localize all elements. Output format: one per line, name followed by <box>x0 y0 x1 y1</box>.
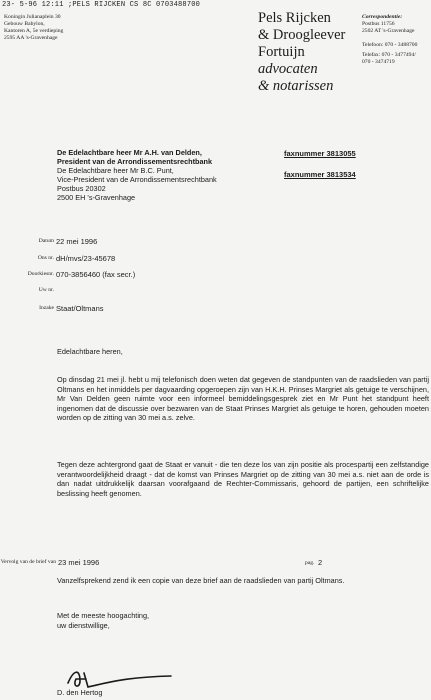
firm-name-line: Pels Rijcken <box>258 10 331 26</box>
closing-line: Met de meeste hoogachting, <box>57 611 150 620</box>
salutation: Edelachtbare heren, <box>57 347 123 356</box>
continuation-date: 23 mei 1996 <box>58 558 100 567</box>
firm-name-line: Fortuijn <box>258 44 305 60</box>
fax-line: Telefax: 070 - 3477494/ <box>362 52 416 58</box>
meta-label: Uw nr. <box>38 287 54 293</box>
recipient-fax-number: faxnummer 3813534 <box>284 170 356 179</box>
recipient-line: De Edelachtbare heer Mr B.C. Punt, <box>57 166 174 175</box>
page-label: pag. <box>305 560 315 566</box>
fax-transmission-header: 23- 5-96 12:11 ;PELS RIJCKEN CS 8C 0703488700 <box>2 1 201 9</box>
correspondence-line: Postbus 11756 <box>362 21 395 27</box>
address-line: Kantoren A, 5e verdieping <box>4 28 64 34</box>
correspondence-label: Correspondentie: <box>362 14 403 20</box>
body-paragraph: Tegen deze achtergrond gaat de Staat er vanuit - die ten deze los van zijn positie als procespartij een zelfstandige verantwoordelijkheid draagt - dat de komst van Prinses Margriet op de zitting van 30 mei a.s. niet aan de orde is dan nadat uitdrukkelijk daarsan voorafgaand de Rechter-Commissaris, gehoord de partijen, een schriftelijke beslissing heeft genomen. <box>57 460 429 498</box>
recipient-fax-number: faxnummer 3813055 <box>284 149 356 158</box>
continuation-label: Vervolg van de brief van <box>0 559 56 565</box>
page-number: 2 <box>318 558 323 567</box>
meta-label: Inzake <box>39 305 54 311</box>
recipient-line: 2500 EH 's-Gravenhage <box>57 193 136 202</box>
signatory-name: D. den Hertog <box>57 688 103 697</box>
correspondence-line: 2502 AT 's-Gravenhage <box>362 28 415 34</box>
recipient-line: President van de Arrondissementsrechtbank <box>57 157 213 166</box>
phone-line: Telefoon: 070 - 3488700 <box>362 42 418 48</box>
address-line: Gebouw Babylon, <box>4 21 45 27</box>
meta-reference: dH/mvs/23-45678 <box>56 254 116 263</box>
meta-label: Doorkiesnr. <box>27 271 54 277</box>
address-line: 2595 AA 's-Gravenhage <box>4 35 58 41</box>
fax-line: 070 - 3474719 <box>362 59 395 65</box>
closing-line: uw dienstwillige, <box>57 621 110 630</box>
firm-name-line: & Droogleever <box>258 27 346 43</box>
meta-subject: Staat/Oltmans <box>56 304 104 313</box>
recipient-line: Postbus 20302 <box>57 184 106 193</box>
meta-extension: 070-3856460 (fax secr.) <box>56 270 136 279</box>
recipient-line: Vice-President van de Arrondissementsrechtbank <box>57 175 217 184</box>
closing-paragraph: Vanzelfsprekend zend ik een copie van deze brief aan de raadslieden van partij Oltmans. <box>57 576 345 585</box>
firm-profession-line: advocaten <box>258 61 318 77</box>
recipient-line: De Edelachtbare heer Mr A.H. van Delden, <box>57 148 202 157</box>
body-paragraph: Op dinsdag 21 mei jl. hebt u mij telefonisch doen weten dat gegeven de standpunten van de raadslieden van partij Oltmans en het inmiddels per dagvaarding opgeroepen zijn van H.K.H. Prinses Margriet als getuige te verschijnen, Mr Van Delden geen ruimte voor een informeel bemiddelingsgesprek ziet en Mr Punt het standpunt heeft ingenomen dat de discussie over bezwaren van de Staat Prinses Margriet als getuige te horen, gehouden moeten worden op de zitting van 30 mei a.s. zelve. <box>57 375 429 423</box>
address-line: Koningin Julianaplein 30 <box>4 14 61 20</box>
firm-profession-line: & notarissen <box>258 78 334 94</box>
meta-label: Datum <box>38 238 54 244</box>
meta-date: 22 mei 1996 <box>56 237 98 246</box>
meta-label: Ons nr. <box>37 255 54 261</box>
